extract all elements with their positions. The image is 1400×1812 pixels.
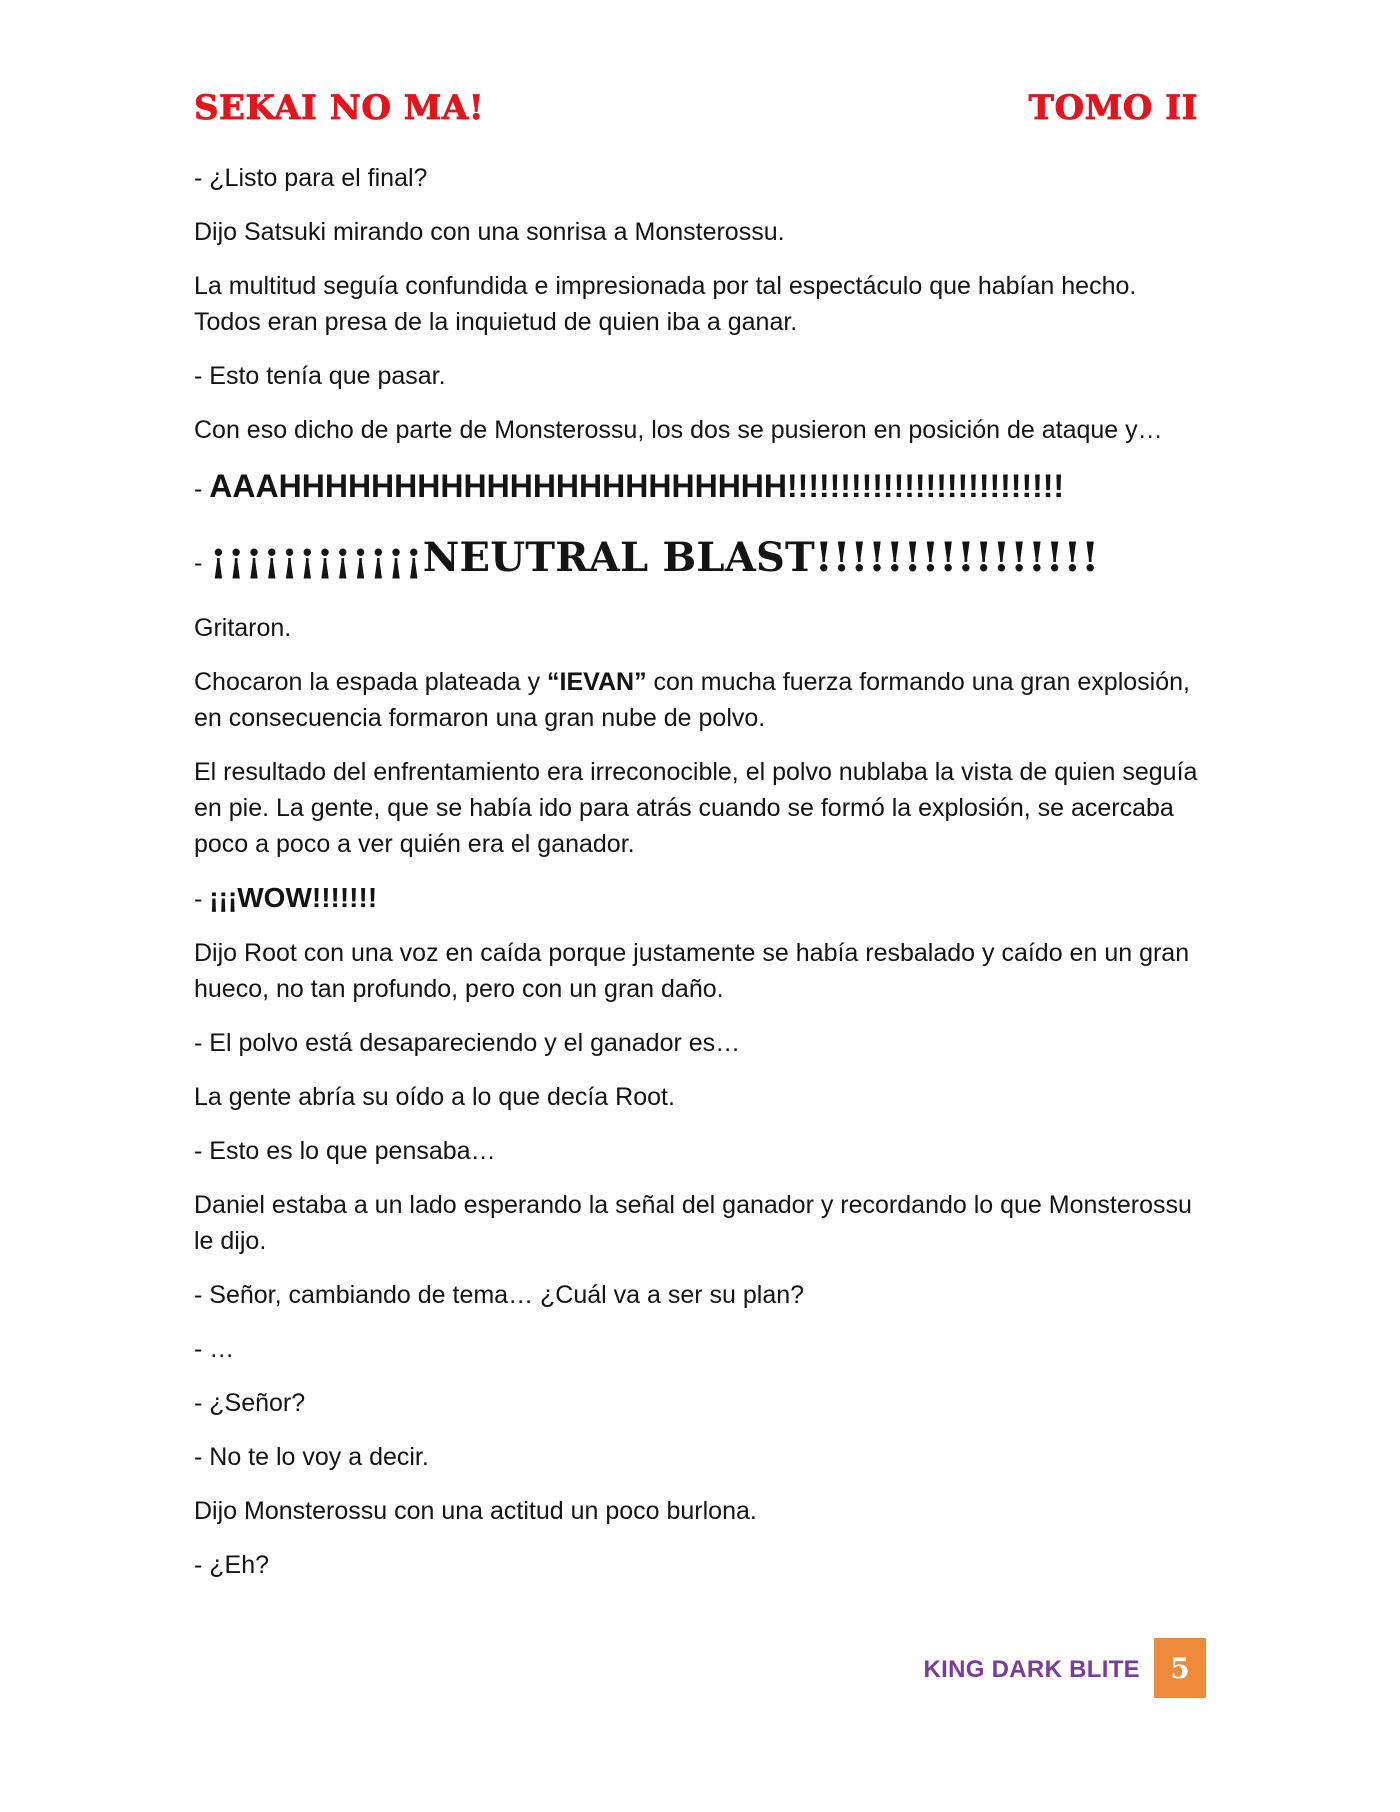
dialogue-dash: - xyxy=(194,885,210,913)
paragraph: - Esto tenía que pasar. xyxy=(194,362,446,390)
paragraph: Dijo Monsterossu con una actitud un poco burlona. xyxy=(194,1497,757,1525)
wow-line xyxy=(194,880,1204,917)
paragraph: - … xyxy=(194,1335,235,1363)
blast-text: ¡¡¡¡¡¡¡¡¡¡¡¡NEUTRAL BLAST!!!!!!!!!!!!!!!! xyxy=(209,534,1100,581)
dialogue-dash: - xyxy=(194,549,210,577)
shout-text: AAAHHHHHHHHHHHHHHHHHHHHHH!!!!!!!!!!!!!!!!!!!!!!!!!! xyxy=(209,468,1065,504)
paragraph xyxy=(194,664,1204,736)
book-title: SEKAI NO MA! xyxy=(194,88,485,128)
dialogue-dash: - xyxy=(194,475,210,503)
paragraph: - No te lo voy a decir. xyxy=(194,1443,429,1471)
page-number-badge: 5 xyxy=(1154,1638,1206,1698)
sword-name: “IEVAN” xyxy=(547,668,647,696)
wow-text: ¡¡¡WOW!!!!!!! xyxy=(209,882,378,913)
paragraph: - ¿Listo para el final? xyxy=(194,164,428,192)
page-footer xyxy=(0,1638,1400,1698)
shout-line xyxy=(194,466,1204,509)
paragraph: Dijo Satsuki mirando con una sonrisa a Monsterossu. xyxy=(194,218,785,246)
paragraph: - Esto es lo que pensaba… xyxy=(194,1137,496,1165)
paragraph: - Señor, cambiando de tema… ¿Cuál va a ser su plan? xyxy=(194,1281,805,1309)
paragraph-text: con mucha fuerza formando una gran explosión, en consecuencia formaron una gran nube de polvo. xyxy=(194,668,1190,732)
paragraph: El resultado del enfrentamiento era irreconocible, el polvo nublaba la vista de quien seguía en pie. La gente, que se había ido para atrás cuando se formó la explosión, se acercaba poco a poco a ver quién era el ganador. xyxy=(194,758,1198,858)
paragraph: Daniel estaba a un lado esperando la señal del ganador y recordando lo que Monsterossu le dijo. xyxy=(194,1191,1192,1255)
paragraph: Con eso dicho de parte de Monsterossu, los dos se pusieron en posición de ataque y… xyxy=(194,416,1163,444)
paragraph: Dijo Root con una voz en caída porque justamente se había resbalado y caído en un gran hueco, no tan profundo, pero con un gran daño. xyxy=(194,939,1190,1003)
author-name: KING DARK BLITE xyxy=(923,1656,1140,1683)
page-body xyxy=(194,160,1204,1601)
volume-title: TOMO II xyxy=(1028,88,1198,128)
paragraph: - ¿Eh? xyxy=(194,1551,270,1579)
paragraph-text: Chocaron la espada plateada y xyxy=(194,668,548,696)
paragraph: La multitud seguía confundida e impresionada por tal espectáculo que habían hecho. Todos eran presa de la inquietud de quien iba a ganar. xyxy=(194,272,1137,336)
paragraph: Gritaron. xyxy=(194,614,292,642)
paragraph: La gente abría su oído a lo que decía Root. xyxy=(194,1083,675,1111)
paragraph: - El polvo está desapareciendo y el ganador es… xyxy=(194,1029,741,1057)
paragraph: - ¿Señor? xyxy=(194,1389,306,1417)
blast-line xyxy=(194,533,1204,588)
